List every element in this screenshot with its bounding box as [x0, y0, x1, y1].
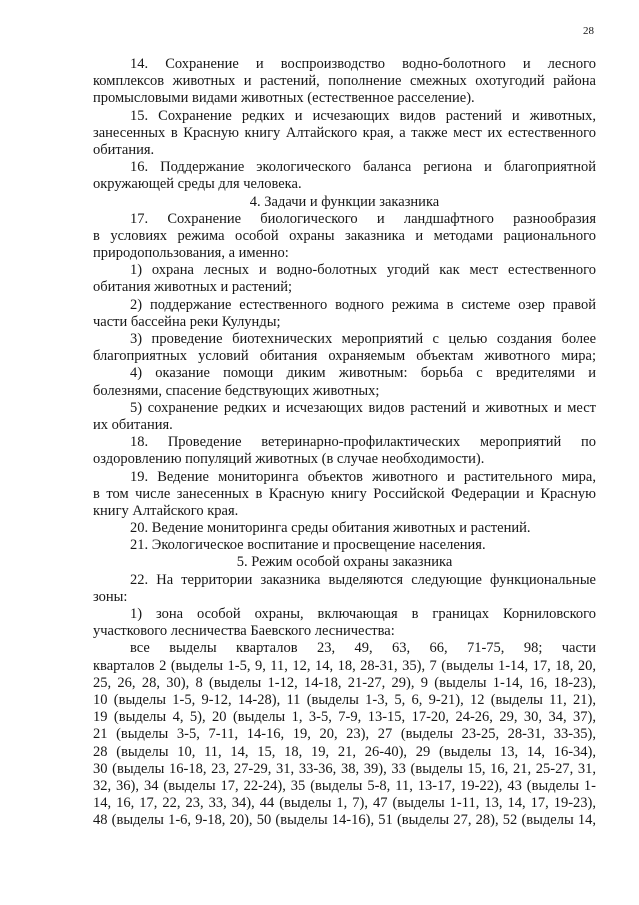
text-line: комплексов животных и растений, пополнение смежных охотугодий района [93, 73, 596, 90]
text-line: 22. На территории заказника выделяются следующие функциональные [130, 571, 596, 588]
text-line: промысловыми видами животных (естественное расселение). [93, 90, 475, 107]
text-line: 4) оказание помощи диким животным: борьба с вредителями и [130, 365, 596, 382]
text-line: 21. Экологическое воспитание и просвещение населения. [130, 537, 486, 554]
text-line: благоприятных условий обитания охраняемым объектам животного мира; [93, 348, 596, 365]
text-line: 25, 26, 28, 30), 8 (выделы 1-12, 14-18, 21-27, 29), 9 (выделы 1-14, 16, 18-23), [93, 674, 596, 691]
text-line: 32, 36), 34 (выделы 17, 22-24), 35 (выделы 5-8, 11, 13-17, 19-22), 43 (выделы 1- [93, 777, 596, 794]
text-line: 20. Ведение мониторинга среды обитания животных и растений. [130, 520, 531, 537]
text-line: 14. Сохранение и воспроизводство водно-болотного и лесного [130, 56, 596, 72]
text-line: 14, 16, 17, 22, 23, 33, 34), 44 (выделы 1, 7), 47 (выделы 1-11, 13, 14, 17, 19-23), [93, 795, 596, 812]
text-line: 19 (выделы 4, 5), 20 (выделы 1, 3-5, 7-9, 13-15, 17-20, 24-26, 29, 30, 34, 37), [93, 709, 596, 726]
text-line: обитания животных и растений; [93, 279, 293, 296]
text-line: 4. Задачи и функции заказника [249, 193, 440, 210]
text-line: 17. Сохранение биологического и ландшафтного разнообразия [130, 210, 596, 227]
text-line: 10 (выделы 1-5, 9-12, 14-28), 11 (выделы 1-3, 5, 6, 9-21), 12 (выделы 11, 21), [93, 691, 596, 708]
text-line: все выделы кварталов 23, 49, 63, 66, 71-75, 98; части [130, 640, 596, 657]
text-line: 3) проведение биотехнических мероприятий с целью создания более [130, 331, 596, 347]
text-line: их обитания. [93, 416, 173, 433]
page-number: 28 [583, 25, 594, 37]
text-line: 5) сохранение редких и исчезающих видов растений и животных и мест [130, 399, 596, 416]
text-line: 48 (выделы 1-6, 9-18, 20), 50 (выделы 14-16), 51 (выделы 27, 28), 52 (выделы 14, [93, 812, 596, 829]
text-line: оздоровлению популяций животных (в случае необходимости). [93, 451, 485, 468]
text-line: в условиях режима особой охраны заказника и методами рационального [93, 227, 596, 244]
text-line: кварталов 2 (выделы 1-5, 9, 11, 12, 14, 18, 28-31, 35), 7 (выделы 1-14, 17, 18, 20, [93, 657, 596, 674]
text-line: болезнями, спасение бедствующих животных; [93, 382, 380, 399]
text-line: 5. Режим особой охраны заказника [236, 554, 453, 571]
text-line: в том числе занесенных в Красную книгу Российской Федерации и Красную [93, 485, 596, 502]
text-line: занесенных в Красную книгу Алтайского края, а также мест их естественного [93, 124, 596, 141]
text-line: 1) зона особой охраны, включающая в границах Корниловского [130, 606, 596, 622]
text-line: части бассейна реки Кулунды; [93, 313, 281, 330]
text-line: 2) поддержание естественного водного режима в системе озер правой [130, 296, 596, 313]
text-line: зоны: [93, 588, 128, 605]
text-line: 28 (выделы 10, 11, 14, 15, 18, 19, 21, 26-40), 29 (выделы 13, 14, 16-34), [93, 743, 596, 760]
text-line: 1) охрана лесных и водно-болотных угодий как мест естественного [130, 262, 596, 279]
text-line: 21 (выделы 3-5, 7-11, 14-16, 19, 20, 23), 27 (выделы 23-25, 28-31, 33-35), [93, 726, 596, 743]
text-line: книгу Алтайского края. [93, 502, 239, 519]
text-line: 30 (выделы 16-18, 23, 27-29, 31, 33-36, 38, 39), 33 (выделы 15, 16, 21, 25-27, 31, [93, 760, 596, 777]
text-line: обитания. [93, 141, 155, 158]
text-line: 18. Проведение ветеринарно-профилактических мероприятий по [130, 434, 596, 451]
text-line: природопользования, а именно: [93, 245, 289, 262]
text-line: окружающей среды для человека. [93, 176, 302, 193]
text-line: 15. Сохранение редких и исчезающих видов растений и животных, [130, 107, 596, 124]
document-body [93, 56, 596, 829]
text-line: участкового лесничества Баевского лесничества: [93, 623, 395, 640]
text-line: 19. Ведение мониторинга объектов животного и растительного мира, [130, 468, 596, 485]
text-line: 16. Поддержание экологического баланса региона и благоприятной [130, 159, 596, 176]
